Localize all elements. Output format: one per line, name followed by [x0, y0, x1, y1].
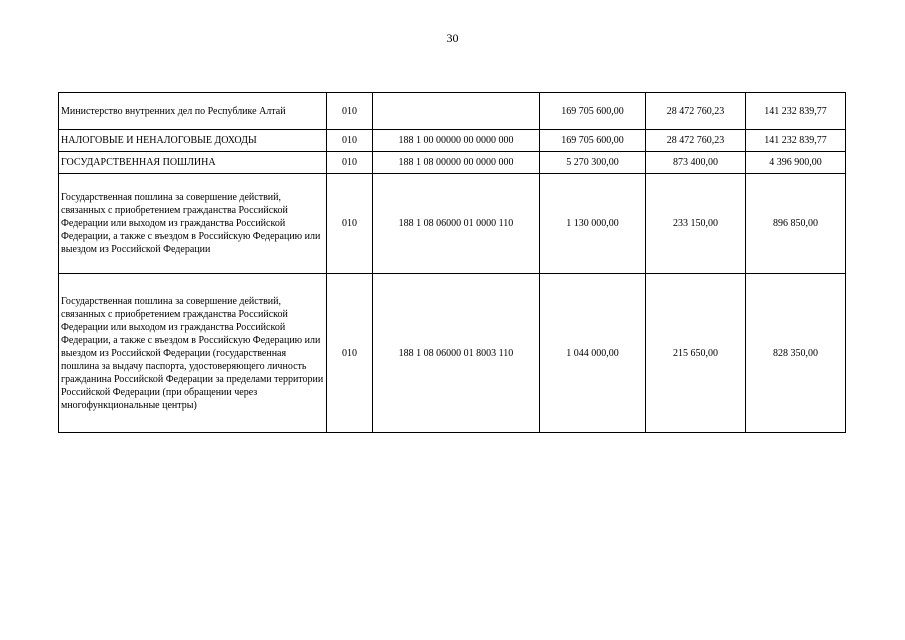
amount-cell-1: 5 270 300,00: [540, 152, 646, 174]
kbk-cell: 188 1 08 06000 01 0000 110: [373, 174, 540, 274]
row-name-cell: Государственная пошлина за совершение действий, связанных с приобретением гражданства Российской Федерации или выходом из гражданства Российской Федерации, а также с въездом в Российскую Федерацию или выездом из Российской Федерации (государственная пошлина за выдачу паспорта, удостоверяющего личность гражданина Российской Федерации за пределами территории Российской Федерации (при обращении через многофункциональные центры): [59, 274, 327, 433]
amount-cell-1: 1 044 000,00: [540, 274, 646, 433]
amount-cell-2: 28 472 760,23: [646, 130, 746, 152]
page-number: 30: [446, 31, 459, 45]
amount-cell-3: 896 850,00: [746, 174, 846, 274]
amount-cell-2: 28 472 760,23: [646, 93, 746, 130]
kbk-cell: 188 1 08 00000 00 0000 000: [373, 152, 540, 174]
admin-code-cell: 010: [327, 274, 373, 433]
amount-cell-1: 1 130 000,00: [540, 174, 646, 274]
admin-code-cell: 010: [327, 130, 373, 152]
table-row: [59, 93, 846, 130]
revenue-table: [58, 92, 846, 433]
table-row: [59, 274, 846, 433]
admin-code-cell: 010: [327, 93, 373, 130]
amount-cell-3: 4 396 900,00: [746, 152, 846, 174]
amount-cell-2: 215 650,00: [646, 274, 746, 433]
admin-code-cell: 010: [327, 174, 373, 274]
kbk-cell: 188 1 08 06000 01 8003 110: [373, 274, 540, 433]
amount-cell-1: 169 705 600,00: [540, 93, 646, 130]
kbk-cell: 188 1 00 00000 00 0000 000: [373, 130, 540, 152]
kbk-cell: [373, 93, 540, 130]
row-name-cell: Министерство внутренних дел по Республике Алтай: [59, 93, 327, 130]
table-row: [59, 174, 846, 274]
amount-cell-2: 233 150,00: [646, 174, 746, 274]
amount-cell-3: 141 232 839,77: [746, 130, 846, 152]
table-row: [59, 152, 846, 174]
row-name-cell: ГОСУДАРСТВЕННАЯ ПОШЛИНА: [59, 152, 327, 174]
admin-code-cell: 010: [327, 152, 373, 174]
row-name-cell: НАЛОГОВЫЕ И НЕНАЛОГОВЫЕ ДОХОДЫ: [59, 130, 327, 152]
row-name-cell: Государственная пошлина за совершение действий, связанных с приобретением гражданства Российской Федерации или выходом из гражданства Российской Федерации, а также с въездом в Российскую Федерацию или выездом из Российской Федерации: [59, 174, 327, 274]
amount-cell-3: 828 350,00: [746, 274, 846, 433]
amount-cell-3: 141 232 839,77: [746, 93, 846, 130]
amount-cell-2: 873 400,00: [646, 152, 746, 174]
amount-cell-1: 169 705 600,00: [540, 130, 646, 152]
table-row: [59, 130, 846, 152]
